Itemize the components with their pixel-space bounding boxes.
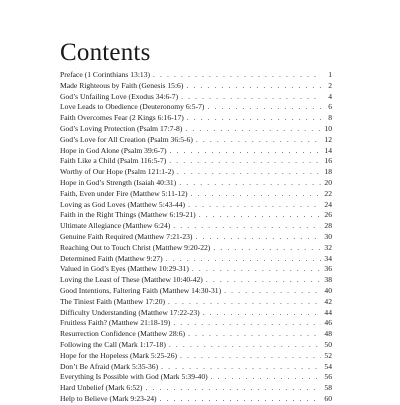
toc-entry-page-number: 36 <box>324 264 332 274</box>
toc-entry-page-number: 28 <box>324 221 332 231</box>
dot-leader <box>169 340 321 351</box>
toc-entry-page-number: 46 <box>324 318 332 328</box>
dot-leader <box>180 351 321 362</box>
page-title: Contents <box>60 39 151 66</box>
dot-leader <box>191 189 321 200</box>
toc-entry <box>60 178 332 189</box>
toc-entry-page-number: 18 <box>324 167 332 177</box>
toc-entry-page-number: 52 <box>324 350 332 360</box>
toc-entry <box>60 286 332 297</box>
toc-entry-page-number: 30 <box>324 231 332 241</box>
toc-entry-title: Following the Call (Mark 1:17-18) <box>60 339 166 349</box>
table-of-contents <box>60 70 332 405</box>
toc-entry-title: Faith Like a Child (Psalm 116:5-7) <box>60 156 167 166</box>
toc-entry-page-number: 10 <box>324 123 332 133</box>
toc-entry <box>60 167 332 178</box>
toc-entry <box>60 254 332 265</box>
toc-entry-title: Difficulty Understanding (Matthew 17:22-23) <box>60 307 200 317</box>
toc-entry-title: Good Intentions, Faltering Faith (Matthew 14:30-31) <box>60 285 222 295</box>
toc-entry-title: Made Righteous by Faith (Genesis 15:6) <box>60 80 184 90</box>
toc-entry-title: Ultimate Allegiance (Matthew 6:24) <box>60 221 171 231</box>
toc-entry-page-number: 58 <box>324 383 332 393</box>
toc-entry-title: The Tiniest Faith (Matthew 17:20) <box>60 296 166 306</box>
toc-entry-title: Resurrection Confidence (Matthew 28:6) <box>60 329 186 339</box>
dot-leader <box>161 362 321 373</box>
toc-entry-title: Loving as God Loves (Matthew 5:43-44) <box>60 199 186 209</box>
toc-entry <box>60 210 332 221</box>
toc-entry-title: Help to Believe (Mark 9:23-24) <box>60 393 157 403</box>
toc-entry <box>60 232 332 243</box>
toc-entry-page-number: 2 <box>328 80 332 90</box>
toc-entry <box>60 362 332 373</box>
toc-entry-title: Everything Is Possible with God (Mark 5:39-40) <box>60 372 208 382</box>
dot-leader <box>169 156 321 167</box>
toc-entry-page-number: 6 <box>328 102 332 112</box>
toc-entry <box>60 156 332 167</box>
dot-leader <box>213 243 321 254</box>
toc-entry <box>60 81 332 92</box>
toc-entry-title: Valued in God’s Eyes (Matthew 10:29-31) <box>60 264 189 274</box>
toc-entry <box>60 297 332 308</box>
toc-entry-page-number: 4 <box>328 91 332 101</box>
dot-leader <box>166 254 321 265</box>
dot-leader <box>160 394 321 405</box>
toc-entry-title: Hope in God Alone (Psalm 39:6-7) <box>60 145 167 155</box>
toc-entry-title: God’s Loving Protection (Psalm 17:7-8) <box>60 123 183 133</box>
toc-entry <box>60 200 332 211</box>
toc-entry-title: Fruitless Faith? (Matthew 21:18-19) <box>60 318 171 328</box>
toc-entry-page-number: 54 <box>324 361 332 371</box>
toc-entry-title: Love Leads to Obedience (Deuteronomy 6:5-7) <box>60 102 205 112</box>
toc-entry-page-number: 14 <box>324 145 332 155</box>
toc-entry <box>60 351 332 362</box>
dot-leader <box>173 318 321 329</box>
dot-leader <box>192 264 321 275</box>
toc-entry-page-number: 60 <box>324 393 332 403</box>
toc-entry <box>60 221 332 232</box>
toc-entry-page-number: 20 <box>324 177 332 187</box>
toc-entry-title: Faith in the Right Things (Matthew 6:19-21) <box>60 210 196 220</box>
toc-entry-page-number: 44 <box>324 307 332 317</box>
toc-entry <box>60 243 332 254</box>
toc-entry <box>60 329 332 340</box>
toc-entry-page-number: 16 <box>324 156 332 166</box>
toc-entry <box>60 70 332 81</box>
toc-entry <box>60 92 332 103</box>
toc-entry-page-number: 38 <box>324 275 332 285</box>
dot-leader <box>195 232 321 243</box>
toc-entry-page-number: 1 <box>328 70 332 79</box>
dot-leader <box>145 383 321 394</box>
toc-entry-title: Worthy of Our Hope (Psalm 121:1-2) <box>60 167 174 177</box>
toc-entry-page-number: 24 <box>324 199 332 209</box>
dot-leader <box>173 221 321 232</box>
toc-entry <box>60 340 332 351</box>
toc-entry-title: Loving the Least of These (Matthew 10:40-42) <box>60 275 203 285</box>
toc-entry <box>60 135 332 146</box>
dot-leader <box>224 286 321 297</box>
toc-entry-title: Faith, Even under Fire (Matthew 5:11-12) <box>60 188 188 198</box>
dot-leader <box>196 135 321 146</box>
toc-entry <box>60 146 332 157</box>
toc-entry-title: Faith Overcomes Fear (2 Kings 6:16-17) <box>60 113 184 123</box>
dot-leader <box>185 124 321 135</box>
toc-entry-title: God’s Unfailing Love (Exodus 34:6-7) <box>60 91 179 101</box>
dot-leader <box>207 102 321 113</box>
dot-leader <box>211 372 321 383</box>
toc-entry-title: Determined Faith (Matthew 9:27) <box>60 253 163 263</box>
toc-entry <box>60 308 332 319</box>
dot-leader <box>199 210 321 221</box>
toc-entry-page-number: 50 <box>324 339 332 349</box>
toc-entry-title: Hope for the Hopeless (Mark 5:25-26) <box>60 350 178 360</box>
dot-leader <box>170 146 321 157</box>
toc-entry-page-number: 8 <box>328 113 332 123</box>
toc-entry <box>60 189 332 200</box>
toc-entry-title: Preface (1 Corinthians 13:13) <box>60 70 151 79</box>
toc-entry-page-number: 22 <box>324 188 332 198</box>
dot-leader <box>181 92 321 103</box>
dot-leader <box>187 113 321 124</box>
toc-entry-page-number: 48 <box>324 329 332 339</box>
dot-leader <box>153 70 321 81</box>
dot-leader <box>177 167 321 178</box>
dot-leader <box>188 200 321 211</box>
toc-entry-page-number: 12 <box>324 134 332 144</box>
dot-leader <box>168 297 321 308</box>
toc-entry-page-number: 56 <box>324 372 332 382</box>
toc-entry <box>60 394 332 405</box>
toc-entry-page-number: 34 <box>324 253 332 263</box>
toc-entry <box>60 102 332 113</box>
toc-entry-page-number: 32 <box>324 242 332 252</box>
toc-entry <box>60 275 332 286</box>
toc-entry-page-number: 42 <box>324 296 332 306</box>
dot-leader <box>179 178 321 189</box>
toc-entry <box>60 124 332 135</box>
toc-entry <box>60 264 332 275</box>
dot-leader <box>186 81 321 92</box>
dot-leader <box>203 308 321 319</box>
toc-entry-title: Hope in God’s Strength (Isaiah 40:31) <box>60 177 177 187</box>
toc-entry-title: Reaching Out to Touch Christ (Matthew 9:20-22) <box>60 242 211 252</box>
dot-leader <box>206 275 321 286</box>
toc-entry-title: Don’t Be Afraid (Mark 5:35-36) <box>60 361 159 371</box>
toc-entry-title: Hard Unbelief (Mark 6:52) <box>60 383 143 393</box>
toc-entry <box>60 113 332 124</box>
toc-entry-page-number: 40 <box>324 285 332 295</box>
toc-entry <box>60 372 332 383</box>
toc-entry <box>60 318 332 329</box>
toc-entry-title: God’s Love for All Creation (Psalm 36:5-6) <box>60 134 193 144</box>
toc-entry-title: Genuine Faith Required (Matthew 7:21-23) <box>60 231 193 241</box>
toc-entry <box>60 383 332 394</box>
dot-leader <box>188 329 321 340</box>
toc-entry-page-number: 26 <box>324 210 332 220</box>
